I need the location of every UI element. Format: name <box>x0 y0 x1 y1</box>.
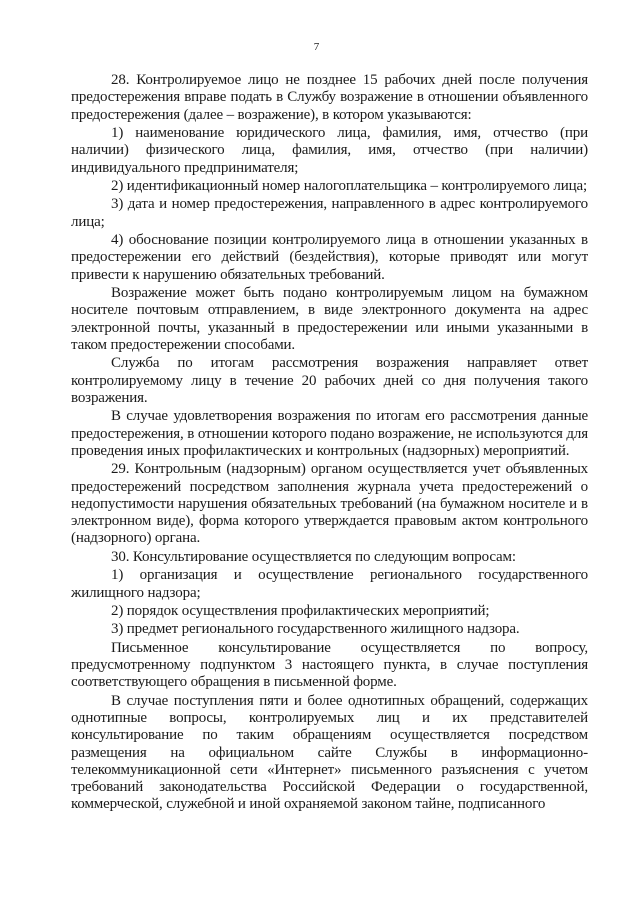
paragraph-objection-submission: Возражение может быть подано контролируемым лицом на бумажном носителе почтовым отправлением, в виде электронного документа на адрес электронной почты, указанный в предостережении или иными указанными в таком предостережении способами. <box>71 285 588 353</box>
paragraph-objection-satisfaction: В случае удовлетворения возражения по итогам его рассмотрения данные предостережения, в отношении которого подано возражение, не используются для проведения иных профилактических и контрольных (надзорных) мероприятий. <box>71 408 588 459</box>
paragraph-29: 29. Контрольным (надзорным) органом осуществляется учет объявленных предостережений посредством заполнения журнала учета предостережений о недопустимости нарушения обязательных требований (на бумажном носителе и в электронном виде), форма которого утверждается правовым актом контрольного (надзорного) органа. <box>71 461 588 547</box>
paragraph-28-item-2: 2) идентификационный номер налогоплательщика – контролируемого лица; <box>111 177 587 194</box>
page-number: 7 <box>313 41 320 53</box>
paragraph-30-item-1: 1) организация и осуществление регионального государственного жилищного надзора; <box>71 567 588 601</box>
paragraph-multiple-requests: В случае поступления пяти и более однотипных обращений, содержащих однотипные вопросы, контролируемых лиц и их представителей консультирование по таким обращениям осуществляется посредством размещения на официальном сайте Службы в информационно-телекоммуникационной сети «Интернет» письменного разъяснения с учетом требований законодательства Российской Федерации о государственной, коммерческой, служебной и иной охраняемой законом тайне, подписанного <box>71 692 588 813</box>
paragraph-written-consultation: Письменное консультирование осуществляется по вопросу, предусмотренному подпунктом 3 настоящего пункта, в случае поступления соответствующего обращения в письменной форме. <box>71 639 588 691</box>
paragraph-objection-response: Служба по итогам рассмотрения возражения направляет ответ контролируемому лицу в течение 20 рабочих дней со дня получения такого возражения. <box>71 355 588 406</box>
document-body <box>71 72 588 815</box>
paragraph-30-intro: 30. Консультирование осуществляется по следующим вопросам: <box>111 548 516 565</box>
paragraph-28-item-4: 4) обоснование позиции контролируемого лица в отношении указанных в предостережении его действий (бездействия), которые приводят или могут привести к нарушению обязательных требований. <box>71 232 588 283</box>
paragraph-28-intro: 28. Контролируемое лицо не позднее 15 рабочих дней после получения предостережения вправе подать в Службу возражение в отношении объявленного предостережения (далее – возражение), в котором указываются: <box>71 72 588 123</box>
paragraph-28-item-3: 3) дата и номер предостережения, направленного в адрес контролируемого лица; <box>71 196 588 230</box>
paragraph-28-item-1: 1) наименование юридического лица, фамилия, имя, отчество (при наличии) физического лица, фамилия, имя, отчество (при наличии) индивидуального предпринимателя; <box>71 124 588 176</box>
paragraph-30-item-2: 2) порядок осуществления профилактических мероприятий; <box>111 602 490 619</box>
paragraph-30-item-3: 3) предмет регионального государственного жилищного надзора. <box>111 621 520 638</box>
